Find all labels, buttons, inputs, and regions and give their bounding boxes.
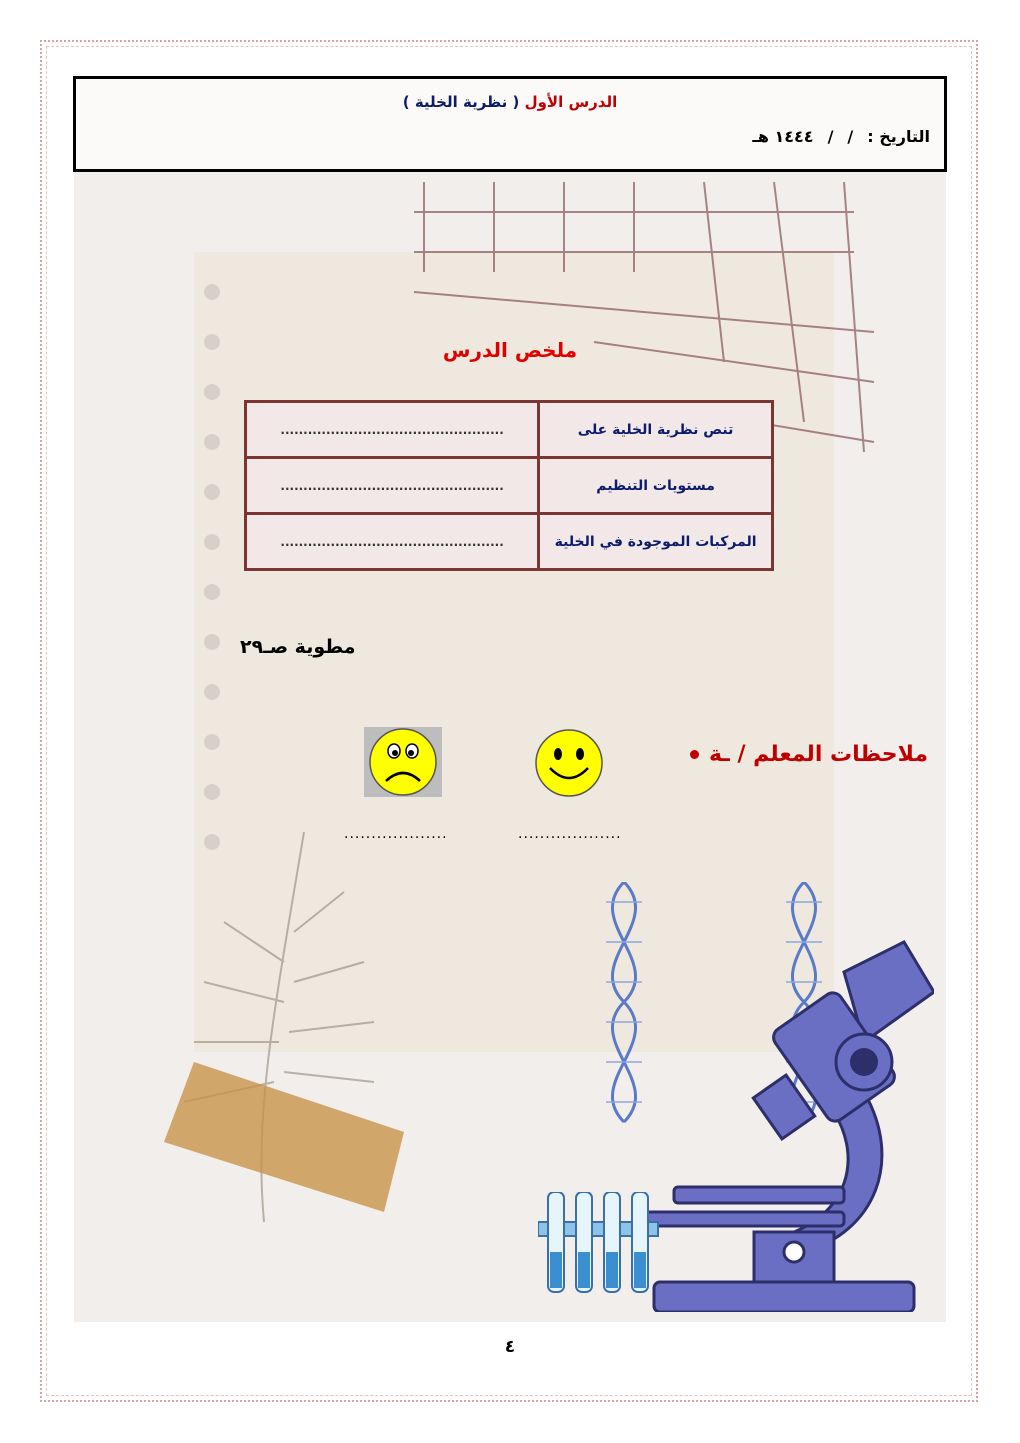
- table-row: [246, 514, 773, 570]
- date-separator: /: [827, 127, 834, 146]
- answer-blank[interactable]: .................................................: [246, 402, 539, 458]
- answer-blank[interactable]: .................................................: [246, 458, 539, 514]
- lesson-label: الدرس الأول: [524, 93, 618, 111]
- row-label: تنص نظرية الخلية على: [539, 402, 773, 458]
- summary-title: ملخص الدرس: [442, 338, 578, 362]
- tape-decor: [164, 1052, 424, 1212]
- summary-table: [244, 400, 774, 571]
- smiley-sad-icon[interactable]: [364, 727, 442, 797]
- smiley-happy-icon[interactable]: [534, 728, 604, 798]
- date-line: [752, 127, 930, 146]
- table-row: [246, 458, 773, 514]
- lesson-title: [76, 93, 944, 111]
- date-separator: /: [847, 127, 854, 146]
- page-number: ٤: [504, 1337, 516, 1357]
- sad-response-blank[interactable]: ...................: [344, 826, 448, 842]
- table-row: [246, 402, 773, 458]
- bullet-icon: [690, 750, 699, 759]
- lesson-topic: ( نظرية الخلية ): [402, 93, 520, 111]
- test-tubes-illustration: [538, 1192, 668, 1302]
- teacher-notes-label: [690, 742, 928, 767]
- answer-blank[interactable]: .................................................: [246, 514, 539, 570]
- row-label: المركبات الموجودة في الخلية: [539, 514, 773, 570]
- hijri-year: ١٤٤٤ هـ: [752, 127, 814, 146]
- row-label: مستويات التنظيم: [539, 458, 773, 514]
- lesson-header: [73, 76, 947, 172]
- date-label: التاريخ :: [867, 127, 930, 146]
- foldable-reference: مطوية صـ٢٩: [240, 636, 356, 658]
- happy-response-blank[interactable]: ...................: [518, 826, 622, 842]
- notes-text: ملاحظات المعلم / ـة: [708, 742, 928, 767]
